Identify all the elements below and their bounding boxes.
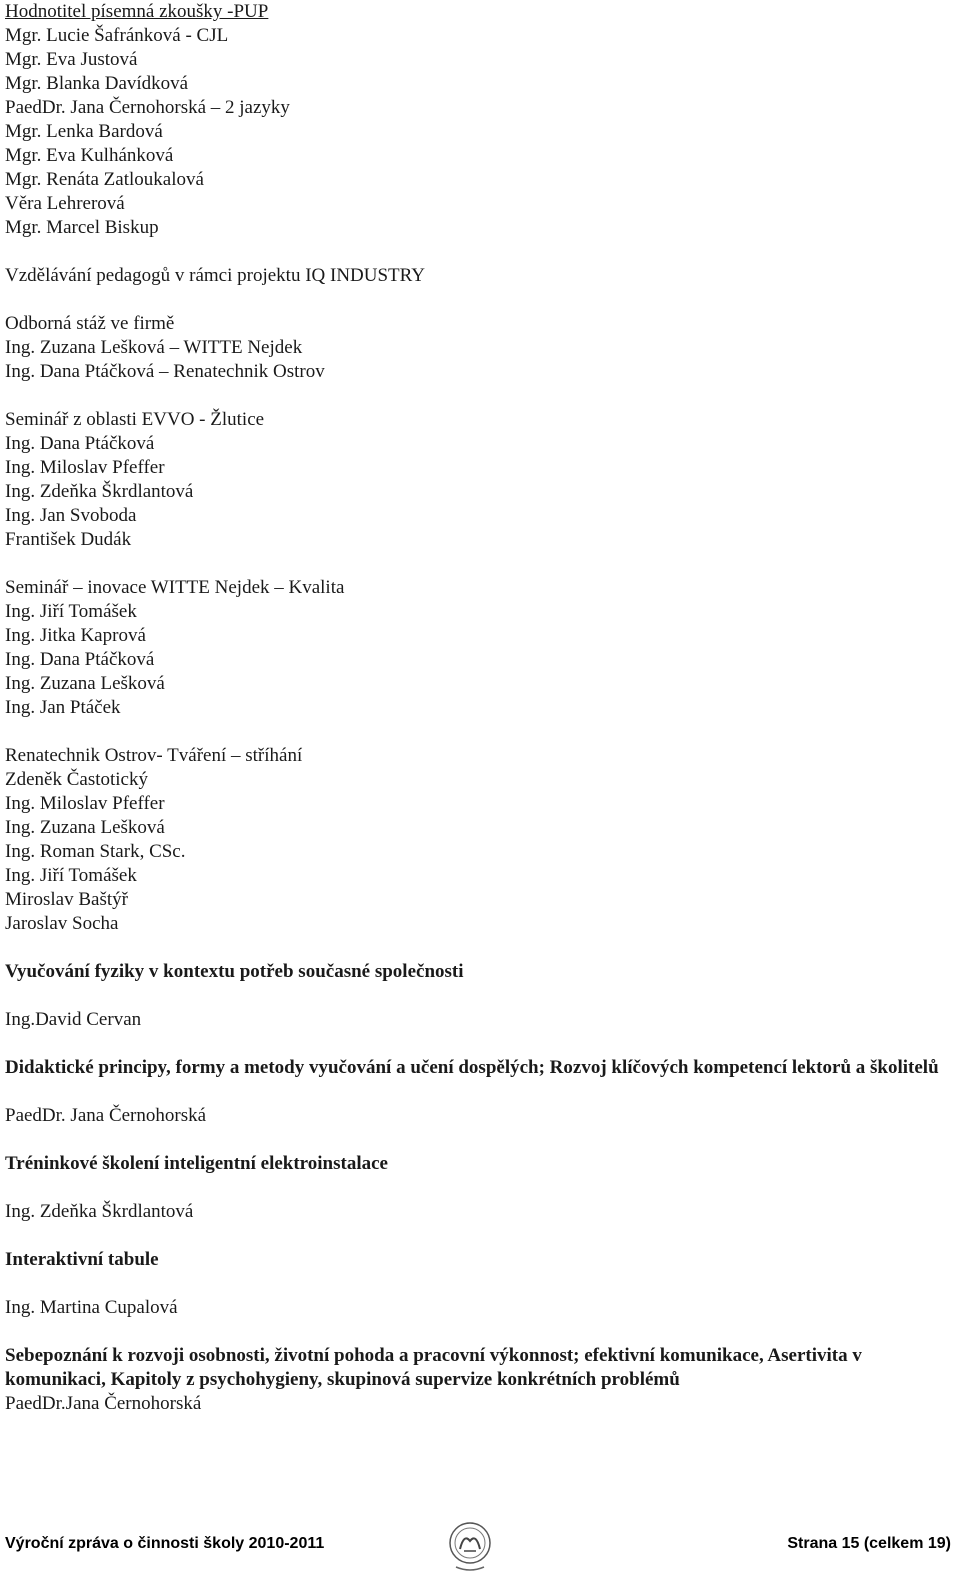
spacer [5,1224,950,1248]
text-line: Seminář – inovace WITTE Nejdek – Kvalita [5,577,345,598]
text-line: Ing. Martina Cupalová [5,1297,178,1318]
text-line: Ing. Miloslav Pfeffer [5,793,165,814]
text-line: Ing. Miloslav Pfeffer [5,457,165,478]
spacer [5,1272,950,1296]
text-line: Mgr. Blanka Davídková [5,73,189,94]
spacer [5,936,950,960]
spacer [5,1032,950,1056]
text-line: PaedDr.Jana Černohorská [5,1393,202,1414]
text-line: PaedDr. Jana Černohorská [5,1105,207,1126]
spacer [5,384,950,408]
text-line: Věra Lehrerová [5,193,125,214]
section-heading: Tréninkové školení inteligentní elektroinstalace [5,1153,388,1174]
text-line: Mgr. Lucie Šafránková - CJL [5,25,229,46]
text-line: Vzdělávání pedagogů v rámci projektu IQ INDUSTRY [5,265,426,286]
spacer [5,1176,950,1200]
text-line: Mgr. Marcel Biskup [5,217,159,238]
text-line: Ing. Zuzana Lešková – WITTE Nejdek [5,337,303,358]
spacer [5,240,950,264]
text-line: Ing. Roman Stark, CSc. [5,841,186,862]
section-heading: Sebepoznání k rozvoji osobnosti, životní pohoda a pracovní výkonnost; efektivní komunikace, Asertivita v komunikaci, Kapitoly z psychohygieny, skupinová supervize konkrétních problémů [5,1345,862,1390]
report-title: Výroční zpráva o činnosti školy 2010-2011 [5,1535,325,1552]
spacer [5,552,950,576]
document-body [5,0,950,1416]
text-line: Mgr. Lenka Bardová [5,121,163,142]
page-footer [5,1535,951,1579]
text-line: Mgr. Eva Kulhánková [5,145,174,166]
text-line: Ing. Dana Ptáčková [5,649,155,670]
section-heading: Didaktické principy, formy a metody vyučování a učení dospělých; Rozvoj klíčových kompetencí lektorů a školitelů [5,1057,939,1078]
section-heading: Vyučování fyziky v kontextu potřeb současné společnosti [5,961,464,982]
text-line: Ing. Zdeňka Škrdlantová [5,1201,194,1222]
text-line: Miroslav Baštýř [5,889,128,910]
text-line: Seminář z oblasti EVVO - Žlutice [5,409,265,430]
text-line: Odborná stáž ve firmě [5,313,175,334]
text-line: Ing. Dana Ptáčková – Renatechnik Ostrov [5,361,325,382]
text-line: Ing. Jiří Tomášek [5,601,137,622]
text-line: Ing. Zdeňka Škrdlantová [5,481,194,502]
page-number: Strana 15 (celkem 19) [787,1535,951,1552]
spacer [5,720,950,744]
text-line: Ing. Jitka Kaprová [5,625,146,646]
spacer [5,984,950,1008]
text-line: Jaroslav Socha [5,913,119,934]
text-line: Zdeněk Častotický [5,769,148,790]
text-line: Ing.David Cervan [5,1009,142,1030]
text-line: Renatechnik Ostrov- Tváření – stříhání [5,745,303,766]
spacer [5,1320,950,1344]
spacer [5,288,950,312]
spacer [5,1128,950,1152]
text-line: Ing. Jan Ptáček [5,697,121,718]
spacer [5,1080,950,1104]
section-heading: Interaktivní tabule [5,1249,159,1270]
text-line: Ing. Jiří Tomášek [5,865,137,886]
school-seal-icon [446,1521,494,1575]
text-line: Ing. Zuzana Lešková [5,817,165,838]
text-line: Ing. Dana Ptáčková [5,433,155,454]
text-line: Mgr. Renáta Zatloukalová [5,169,204,190]
section-heading: Hodnotitel písemná zkoušky -PUP [5,1,269,22]
text-line: Mgr. Eva Justová [5,49,138,70]
text-line: PaedDr. Jana Černohorská – 2 jazyky [5,97,290,118]
text-line: František Dudák [5,529,132,550]
text-line: Ing. Jan Svoboda [5,505,137,526]
text-line: Ing. Zuzana Lešková [5,673,165,694]
